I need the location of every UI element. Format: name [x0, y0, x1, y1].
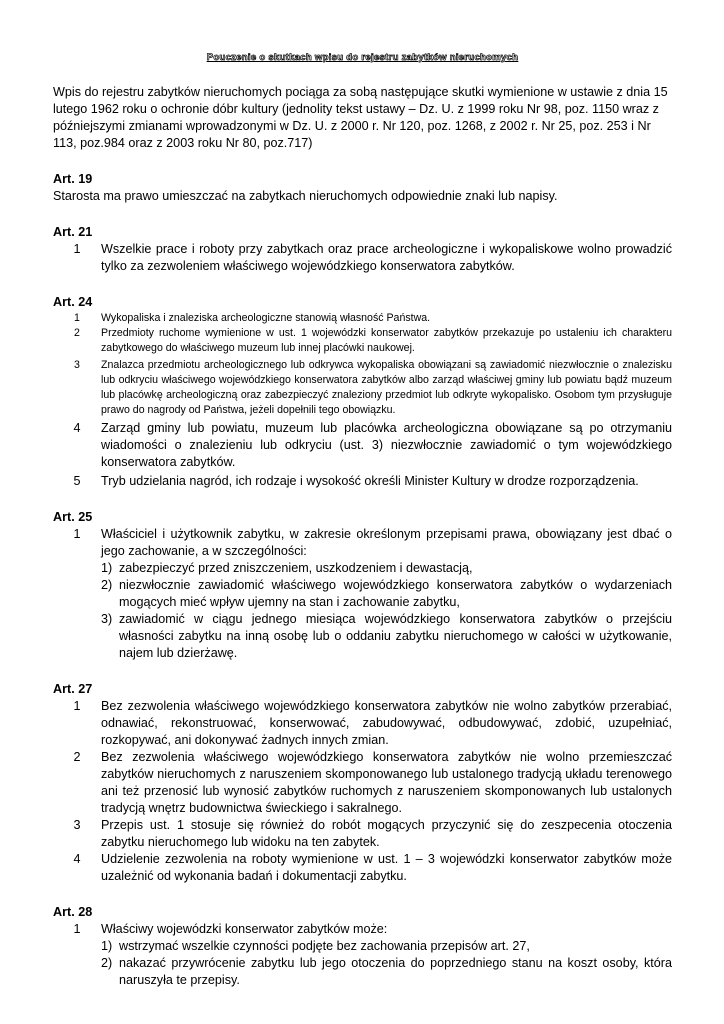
document-title: Pouczenie o skutkach wpisu do rejestru zabytków nieruchomych — [206, 52, 519, 63]
intro-paragraph: Wpis do rejestru zabytków nieruchomych pociąga za sobą następujące skutki wymienione w ustawie z dnia 15 lutego 1962 roku o ochronie dóbr kultury (jednolity tekst ustawy – Dz. U. z 1999 roku Nr 98, poz. 1150 wraz z późniejszymi zmianami wprowadzonymi w Dz. U. z 2000 r. Nr 120, poz. 1268, z 2002 r. Nr 25, poz. 253 i Nr 113, poz.984 oraz z 2003 roku Nr 80, poz.717) — [53, 85, 668, 150]
sub-item — [101, 560, 672, 577]
sub-item-number: 2) — [101, 956, 113, 970]
item-number: 2 — [74, 327, 80, 339]
article-item — [53, 473, 672, 490]
item-text: Właściwy wojewódzki konserwator zabytków może: — [101, 922, 388, 936]
item-number: 1 — [73, 699, 81, 713]
article-item — [53, 358, 672, 418]
sub-item-text: zabezpieczyć przed zniszczeniem, uszkodzeniem i dewastacją, — [119, 561, 473, 575]
sub-item-text: zawiadomić w ciągu jednego miesiąca wojewódzkiego konserwatora zabytków o przejściu własności zabytku na inną osobę lub o oddaniu zabytku nieruchomego w całości w użytkowanie, najem lub dzierżawę. — [119, 612, 672, 660]
article-21 — [53, 224, 672, 275]
article-item — [53, 311, 672, 326]
item-text: Udzielenie zezwolenia na roboty wymienione w ust. 1 – 3 wojewódzki konserwator zabytków może uzależnić od wykonania badań i dokumentacji zabytku. — [101, 852, 672, 883]
item-number: 5 — [73, 474, 81, 488]
article-item — [53, 749, 672, 817]
item-number: 1 — [73, 922, 81, 936]
sub-item — [101, 955, 672, 989]
document-page — [53, 52, 672, 989]
item-text: Przedmioty ruchome wymienione w ust. 1 wojewódzki konserwator zabytków przekazuje po ustaleniu ich charakteru zabytkowego do właściwego muzeum lub innej placówki naukowej. — [101, 327, 672, 354]
item-number: 1 — [73, 527, 81, 541]
item-number: 3 — [74, 359, 80, 371]
item-number: 1 — [73, 242, 81, 256]
item-text: Wszelkie prace i roboty przy zabytkach oraz prace archeologiczne i wykopaliskowe wolno prowadzić tylko za zezwoleniem właściwego wojewódzkiego konserwatora zabytków. — [101, 242, 672, 273]
article-item — [53, 921, 672, 989]
article-heading: Art. 25 — [53, 510, 93, 524]
sub-item-number: 2) — [101, 578, 113, 592]
article-item — [53, 851, 672, 885]
sub-item-text: nakazać przywrócenie zabytku lub jego otoczenia do poprzedniego stanu na koszt osoby, która naruszyła te przepisy. — [119, 956, 672, 987]
article-25 — [53, 509, 672, 662]
item-number: 2 — [73, 750, 81, 764]
article-heading: Art. 28 — [53, 905, 93, 919]
sub-item-number: 1) — [101, 561, 113, 575]
item-text: Znalazca przedmiotu archeologicznego lub odkrywca wykopaliska obowiązani są zawiadomić niezwłocznie o znalezisku lub odkryciu właściwego wojewódzkiego konserwatora zabytków albo zarząd właściwej gminy lub powiatu bądź muzeum lub placówkę archeologiczną oraz zabezpieczyć znaleziony przedmiot lub odkryte wykopalisko. Osobom tym przysługuje prawo do nagrody od Państwa, jeżeli dopełnili tego obowiązku. — [101, 359, 672, 416]
article-heading: Art. 24 — [53, 295, 93, 309]
item-text: Przepis ust. 1 stosuje się również do robót mogących przyczynić się do zeszpecenia otoczenia zabytku nieruchomego lub widoku na ten zabytek. — [101, 818, 672, 849]
article-item — [53, 241, 672, 275]
sub-item — [101, 611, 672, 662]
article-28 — [53, 904, 672, 989]
sub-item — [101, 577, 672, 611]
article-heading: Art. 21 — [53, 225, 93, 239]
article-heading: Art. 27 — [53, 682, 93, 696]
item-text: Zarząd gminy lub powiatu, muzeum lub placówka archeologiczna obowiązane są po otrzymaniu wiadomości o znalezieniu lub odkryciu (ust. 3) niezwłocznie zawiadomić o tym wojewódzkiego konserwatora zabytków. — [101, 421, 672, 469]
article-item — [53, 526, 672, 662]
article-24 — [53, 294, 672, 490]
article-19 — [53, 171, 672, 205]
sub-item — [101, 938, 672, 955]
item-text: Tryb udzielania nagród, ich rodzaje i wysokość określi Minister Kultury w drodze rozporządzenia. — [101, 474, 639, 488]
item-text: Wykopaliska i znaleziska archeologiczne stanowią własność Państwa. — [101, 312, 431, 324]
item-text: Właściciel i użytkownik zabytku, w zakresie określonym przepisami prawa, obowiązany jest dbać o jego zachowanie, a w szczególności: — [101, 527, 672, 558]
item-number: 4 — [73, 852, 81, 866]
item-number: 4 — [73, 421, 81, 435]
article-item — [53, 326, 672, 356]
item-text: Bez zezwolenia właściwego wojewódzkiego konserwatora zabytków nie wolno zabytków przerabiać, odnawiać, rekonstruować, konserwować, zabudowywać, odbudowywać, zdobić, uzupełniać, rozkopywać, ani dokonywać żadnych innych zmian. — [101, 699, 672, 747]
article-item — [53, 698, 672, 749]
sub-item-text: niezwłocznie zawiadomić właściwego wojewódzkiego konserwatora zabytków o wydarzeniach mogących mieć wpływ ujemny na stan i zachowanie zabytku, — [119, 578, 672, 609]
article-heading: Art. 19 — [53, 172, 93, 186]
item-number: 3 — [73, 818, 81, 832]
article-text: Starosta ma prawo umieszczać na zabytkach nieruchomych odpowiednie znaki lub napisy. — [53, 189, 558, 203]
article-27 — [53, 681, 672, 885]
sub-item-number: 1) — [101, 939, 113, 953]
sub-item-text: wstrzymać wszelkie czynności podjęte bez zachowania przepisów art. 27, — [119, 939, 530, 953]
item-number: 1 — [74, 312, 80, 324]
sub-item-number: 3) — [101, 612, 113, 626]
article-item — [53, 817, 672, 851]
article-item — [53, 420, 672, 471]
item-text: Bez zezwolenia właściwego wojewódzkiego konserwatora zabytków nie wolno przemieszczać zabytków nieruchomych z naruszeniem skomponowanego lub ustalonego tradycją układu terenowego ani też przenosić lub wynosić zabytków ruchomych z naruszeniem skomponowanych lub ustalonych tradycją wnętrz budownictwa świeckiego i sakralnego. — [101, 750, 672, 815]
